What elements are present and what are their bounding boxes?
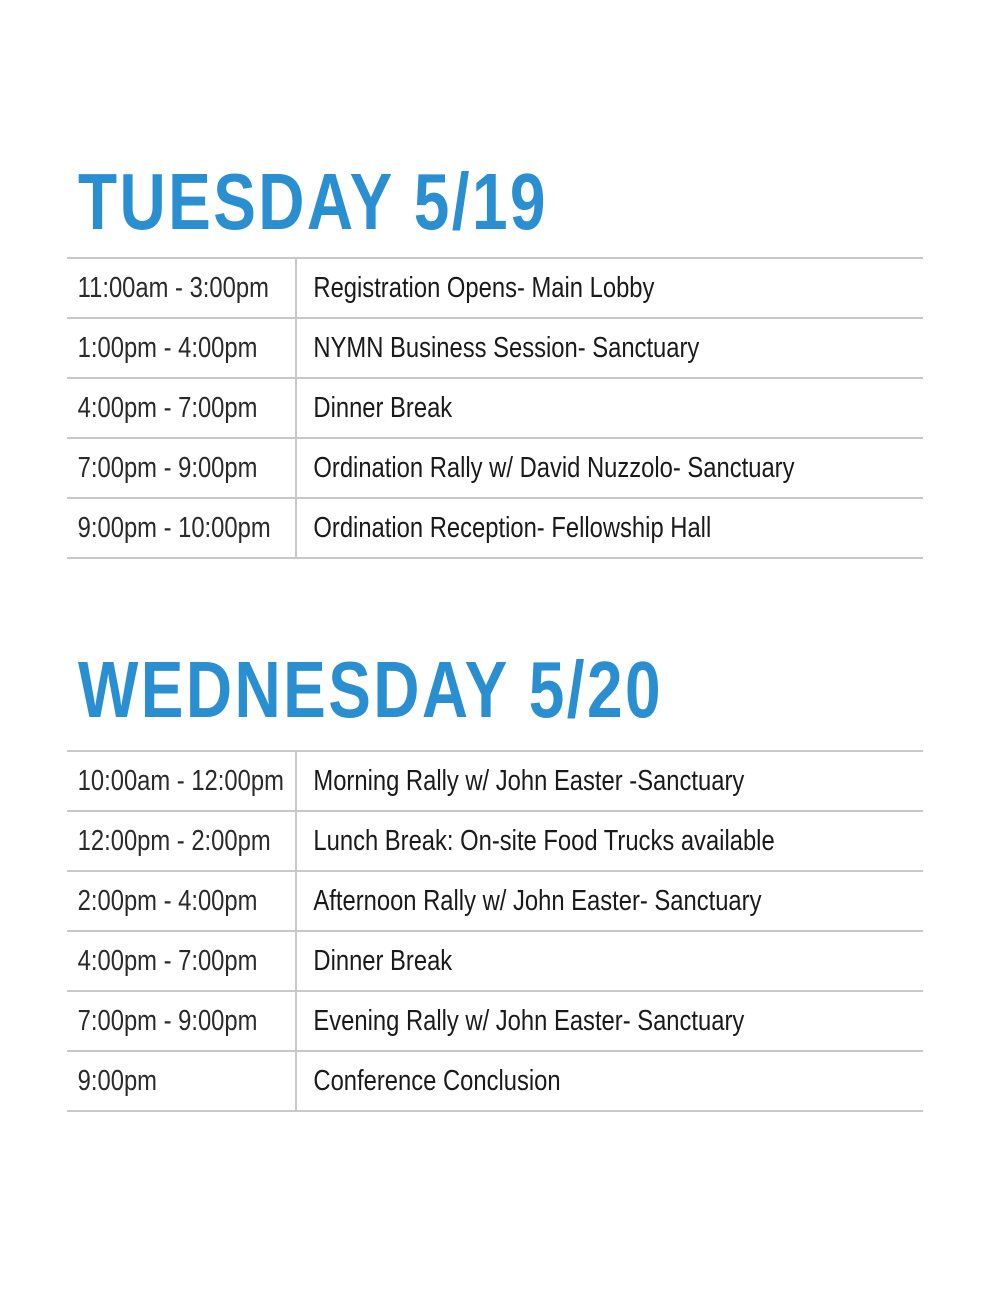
schedule-row — [67, 811, 923, 871]
time-text: 9:00pm - 10:00pm — [77, 511, 271, 544]
time-text: 9:00pm — [77, 1064, 157, 1097]
schedule-row — [67, 931, 923, 991]
schedule-row — [67, 871, 923, 931]
time-cell — [67, 438, 296, 498]
time-cell — [67, 378, 296, 438]
time-cell — [67, 871, 296, 931]
event-cell — [296, 871, 923, 931]
event-cell — [296, 811, 923, 871]
time-text: 1:00pm - 4:00pm — [77, 331, 258, 364]
event-cell — [296, 991, 923, 1051]
event-cell — [296, 378, 923, 438]
time-cell — [67, 258, 296, 318]
time-text: 7:00pm - 9:00pm — [77, 1004, 258, 1037]
event-text: NYMN Business Session- Sanctuary — [313, 331, 700, 364]
time-text: 2:00pm - 4:00pm — [77, 884, 258, 917]
schedule-row — [67, 498, 923, 558]
event-cell — [296, 318, 923, 378]
time-cell — [67, 751, 296, 811]
event-cell — [296, 751, 923, 811]
schedule-row — [67, 378, 923, 438]
schedule-row — [67, 1051, 923, 1111]
time-cell — [67, 811, 296, 871]
event-cell — [296, 1051, 923, 1111]
schedule-row — [67, 258, 923, 318]
schedule-table-wednesday — [67, 750, 923, 1112]
day-heading-wednesday: WEDNESDAY 5/20 — [78, 645, 663, 734]
time-text: 4:00pm - 7:00pm — [77, 944, 258, 977]
schedule-row — [67, 991, 923, 1051]
time-cell — [67, 931, 296, 991]
day-heading-tuesday: TUESDAY 5/19 — [78, 157, 548, 246]
event-text: Morning Rally w/ John Easter -Sanctuary — [313, 764, 745, 797]
time-text: 7:00pm - 9:00pm — [77, 451, 258, 484]
event-cell — [296, 438, 923, 498]
event-text: Dinner Break — [313, 944, 453, 977]
event-cell — [296, 931, 923, 991]
schedule-row — [67, 751, 923, 811]
schedule-row — [67, 318, 923, 378]
event-cell — [296, 498, 923, 558]
time-cell — [67, 1051, 296, 1111]
time-cell — [67, 318, 296, 378]
event-text: Afternoon Rally w/ John Easter- Sanctuary — [313, 884, 762, 917]
event-text: Evening Rally w/ John Easter- Sanctuary — [313, 1004, 745, 1037]
event-text: Conference Conclusion — [313, 1064, 561, 1097]
event-text: Ordination Reception- Fellowship Hall — [313, 511, 712, 544]
schedule-row — [67, 438, 923, 498]
event-text: Ordination Rally w/ David Nuzzolo- Sanctuary — [313, 451, 795, 484]
time-text: 12:00pm - 2:00pm — [77, 824, 271, 857]
event-text: Registration Opens- Main Lobby — [313, 271, 655, 304]
time-text: 4:00pm - 7:00pm — [77, 391, 258, 424]
time-text: 11:00am - 3:00pm — [77, 271, 269, 304]
time-text: 10:00am - 12:00pm — [77, 764, 284, 797]
event-cell — [296, 258, 923, 318]
event-text: Dinner Break — [313, 391, 453, 424]
time-cell — [67, 991, 296, 1051]
schedule-table-tuesday — [67, 257, 923, 559]
time-cell — [67, 498, 296, 558]
event-text: Lunch Break: On-site Food Trucks available — [313, 824, 775, 857]
